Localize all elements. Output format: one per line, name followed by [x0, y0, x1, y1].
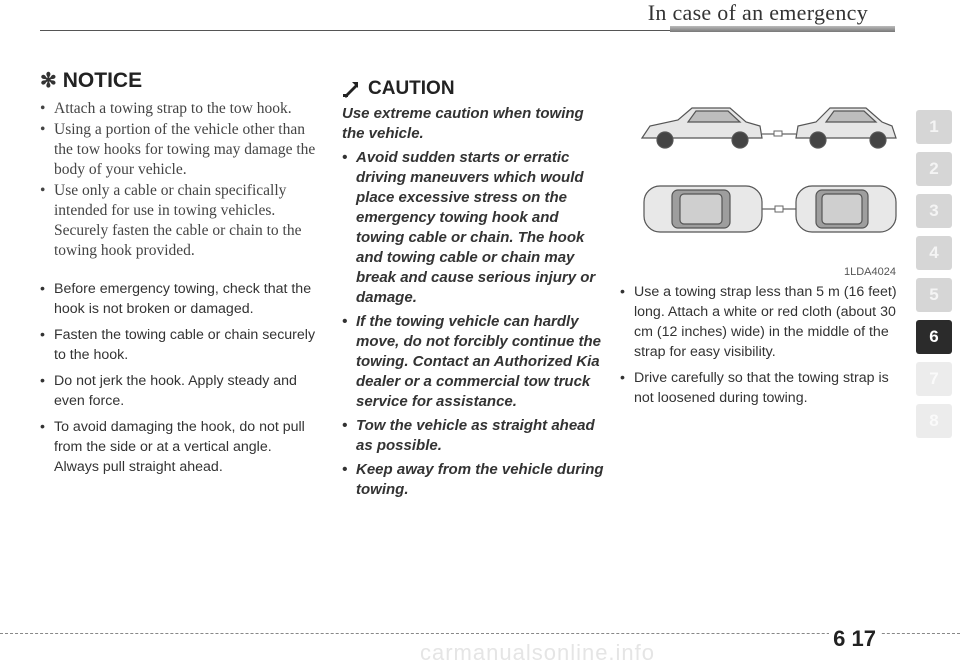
chapter-tab-4: 4	[916, 236, 952, 270]
notice-title: NOTICE	[62, 68, 143, 92]
instruction-item: • Do not jerk the hook. Apply steady and even force.	[40, 371, 318, 411]
chapter-tabs	[916, 110, 960, 446]
caution-item: • If the towing vehicle can hardly move, do not forcibly continue the towing. Contact an Authorized Kia dealer or a commercial tow truck service for assistance.	[342, 312, 607, 412]
right-column	[620, 68, 902, 414]
caution-intro: Use extreme caution when towing the vehicle.	[342, 105, 584, 142]
chapter-tab-6-active: 6	[916, 320, 952, 354]
notice-item: • Using a portion of the vehicle other than the tow hooks for towing may damage the body of your vehicle.	[40, 120, 318, 180]
chapter-tab-2: 2	[916, 152, 952, 186]
towing-illustration	[620, 68, 902, 278]
instruction-item: • Before emergency towing, check that the hook is not broken or damaged.	[40, 279, 318, 319]
chapter-tab-7: 7	[916, 362, 952, 396]
header-accent-bar	[670, 26, 895, 32]
watermark-text: carmanualsonline.info	[420, 640, 656, 665]
middle-column	[342, 68, 607, 504]
instruction-item: • To avoid damaging the hook, do not pull from the side or at a vertical angle. Always pull straight ahead.	[40, 417, 318, 477]
towing-cars-drawing	[620, 68, 902, 263]
left-column	[40, 68, 318, 483]
notice-heading	[40, 68, 318, 93]
notice-item: • Attach a towing strap to the tow hook.	[40, 99, 318, 119]
caution-item: • Avoid sudden starts or erratic driving maneuvers which would place excessive stress on the emergency towing hook and towing cable or chain. The hook and towing cable or chain may break and cause serious injury or damage.	[342, 148, 607, 308]
figure-instruction-item: • Use a towing strap less than 5 m (16 feet) long. Attach a white or red cloth (about 30 cm (12 inches) wide) in the middle of the strap for easy visibility.	[620, 282, 902, 362]
caution-item: • Tow the vehicle as straight ahead as possible.	[342, 416, 607, 456]
notice-item: • Use only a cable or chain specifically intended for use in towing vehicles. Securely fasten the cable or chain to the towing hook provided.	[40, 181, 318, 261]
caution-list	[342, 148, 607, 500]
chapter-tab-1: 1	[916, 110, 952, 144]
towed-car-side	[642, 108, 762, 148]
chapter-tab-3: 3	[916, 194, 952, 228]
page-number: 6 17	[829, 626, 880, 652]
asterisk-icon: ✻	[40, 70, 57, 92]
caution-heading	[342, 78, 607, 100]
towing-car-side	[796, 108, 896, 148]
footer-rule	[0, 633, 960, 634]
caution-item: • Keep away from the vehicle during towing.	[342, 460, 607, 500]
instruction-item: • Fasten the towing cable or chain securely to the hook.	[40, 325, 318, 365]
figure-instruction-list	[620, 282, 902, 408]
towed-car-top	[644, 186, 762, 232]
towing-car-top	[796, 186, 896, 232]
caution-title: CAUTION	[368, 78, 455, 99]
chapter-tab-5: 5	[916, 278, 952, 312]
section-title: In case of an emergency	[647, 0, 868, 25]
chapter-tab-8: 8	[916, 404, 952, 438]
figure-code: 1LDA4024	[844, 266, 896, 278]
notice-list	[40, 99, 318, 261]
instruction-list	[40, 279, 318, 477]
figure-instruction-item: • Drive carefully so that the towing strap is not loosened during towing.	[620, 368, 902, 408]
caution-icon	[342, 80, 362, 98]
